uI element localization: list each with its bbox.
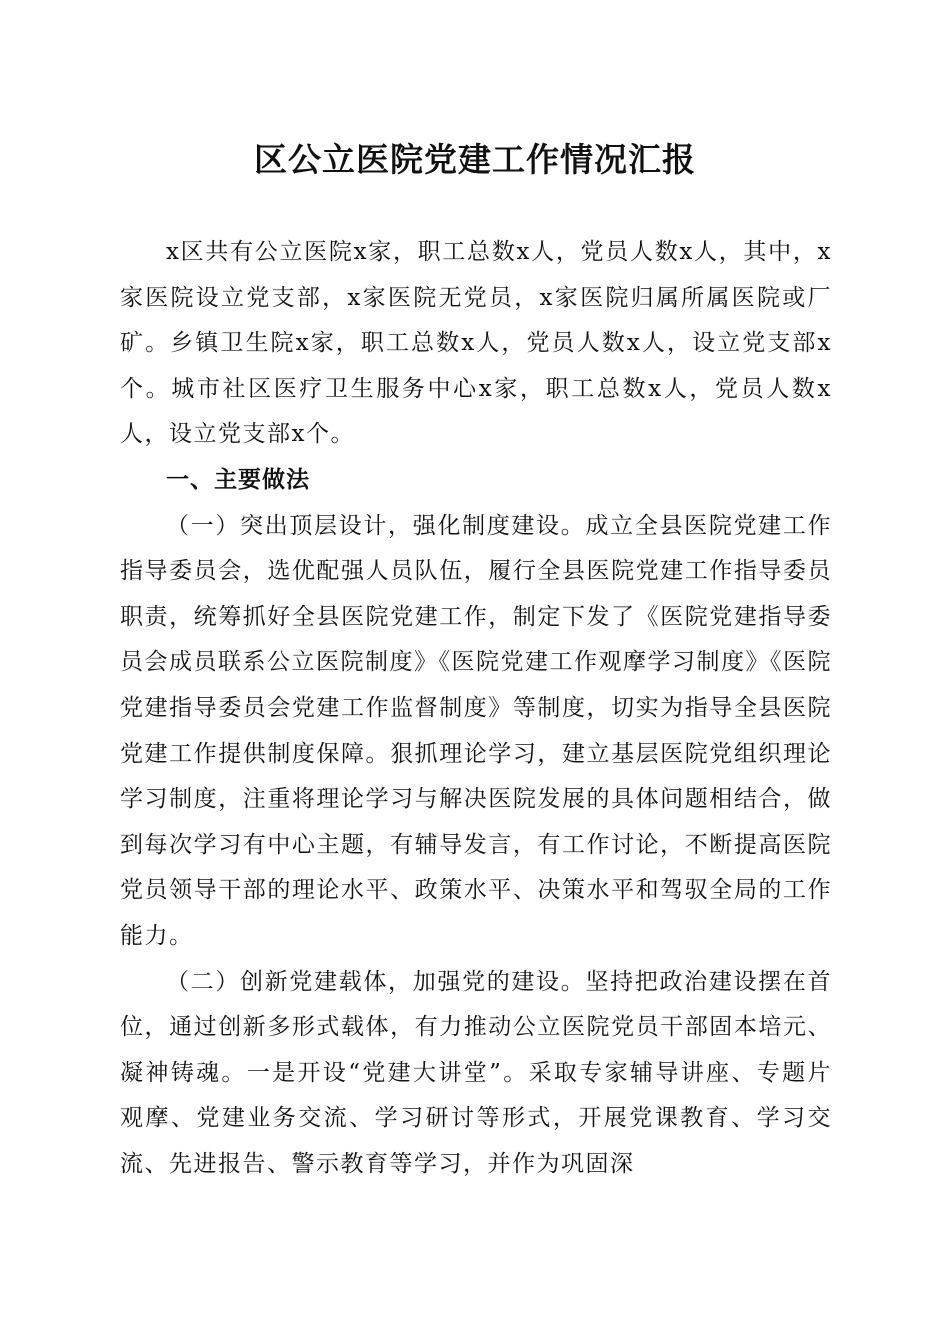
intro-paragraph: x区共有公立医院x家，职工总数x人，党员人数x人，其中，x家医院设立党支部，x家医院无党员，x家医院归属所属医院或厂矿。乡镇卫生院x家，职工总数x人，党员人数x人，设立党支部x个。城市社区医疗卫生服务中心x家，职工总数x人，党员人数x人，设立党支部x个。 (120, 239, 832, 448)
item-1-body: 成立全县医院党建工作指导委员会，选优配强人员队伍，履行全县医院党建工作指导委员职责，统筹抓好全县医院党建工作，制定下发了《医院党建指导委员会成员联系公立医院制度》《医院党建工作观摩学习制度》《医院党建指导委员会党建工作监督制度》等制度，切实为指导全县医院党建工作提供制度保障。狠抓理论学习，建立基层医院党组织理论学习制度，注重将理论学习与解决医院发展的具体问题相结合，做到每次学习有中心主题，有辅导发言，有工作讨论，不断提高医院党员领导干部的理论水平、政策水平、决策水平和驾驭全局的工作能力。 (120, 512, 833, 949)
item-2-body: 坚持把政治建设摆在首位，通过创新多形式载体，有力推动公立医院党员干部固本培元、凝神铸魂。一是开设“党建大讲堂”。采取专家辅导讲座、专题片观摩、党建业务交流、学习研讨等形式，开展党课教育、学习交流、先进报告、警示教育等学习，并作为巩固深 (120, 968, 833, 1177)
document-title: 区公立医院党建工作情况汇报 (254, 140, 696, 179)
paragraph-item-1 (120, 504, 832, 960)
section-heading-main-practices: 一、主要做法 (166, 466, 310, 493)
paragraph-item-2 (120, 960, 832, 1188)
item-2-lead: （二）创新党建载体，加强党的建设。 (166, 968, 586, 995)
document-body (120, 230, 832, 1187)
item-1-lead: （一）突出顶层设计，强化制度建设。 (166, 512, 586, 539)
